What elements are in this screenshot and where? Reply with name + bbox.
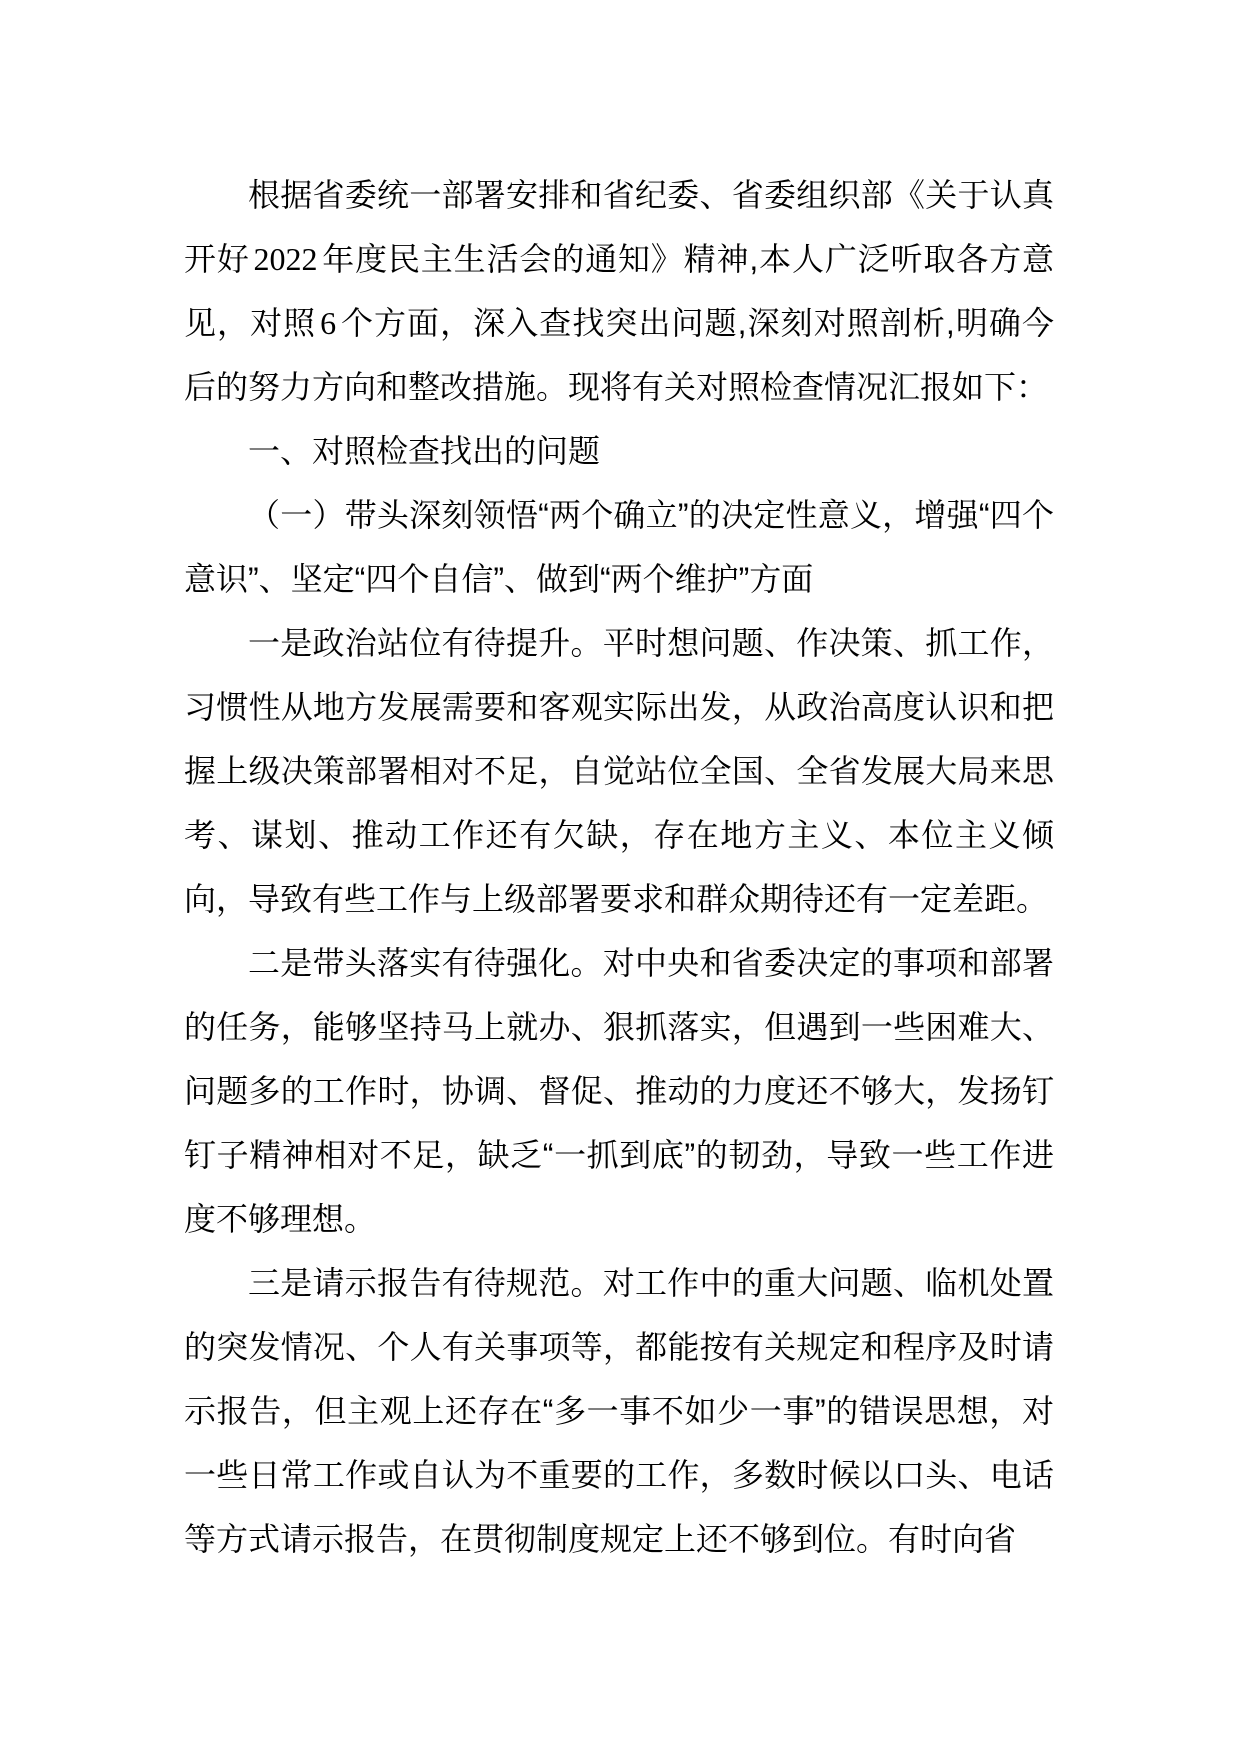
document-body <box>184 163 1054 1571</box>
sub-heading: （一）带头深刻领悟“两个确立”的决定性意义，增强“四个意识”、坚定“四个自信”、做到“两个维护”方面 <box>184 497 1054 597</box>
paragraph-point-3: 三是请示报告有待规范。对工作中的重大问题、临机处置的突发情况、个人有关事项等，都能按有关规定和程序及时请示报告，但主观上还存在“多一事不如少一事”的错误思想，对一些日常工作或自认为不重要的工作，多数时候以口头、电话等方式请示报告，在贯彻制度规定上还不够到位。有时向省 <box>184 1265 1054 1557</box>
paragraph-intro: 根据省委统一部署安排和省纪委、省委组织部《关于认真开好 2022 年度民主生活会的通知》精神,本人广泛听取各方意见，对照 6 个方面，深入查找突出问题,深刻对照剖析,明确今后的努力方向和整改措施。现将有关对照检查情况汇报如下： <box>184 177 1054 405</box>
paragraph-point-1: 一是政治站位有待提升。平时想问题、作决策、抓工作，习惯性从地方发展需要和客观实际出发，从政治高度认识和把握上级决策部署相对不足，自觉站位全国、全省发展大局来思考、谋划、推动工作还有欠缺，存在地方主义、本位主义倾向，导致有些工作与上级部署要求和群众期待还有一定差距。 <box>184 625 1054 917</box>
paragraph-point-2: 二是带头落实有待强化。对中央和省委决定的事项和部署的任务，能够坚持马上就办、狠抓落实，但遇到一些困难大、问题多的工作时，协调、督促、推动的力度还不够大，发扬钉钉子精神相对不足，缺乏“一抓到底”的韧劲，导致一些工作进度不够理想。 <box>184 945 1054 1237</box>
section-heading: 一、对照检查找出的问题 <box>248 433 601 469</box>
